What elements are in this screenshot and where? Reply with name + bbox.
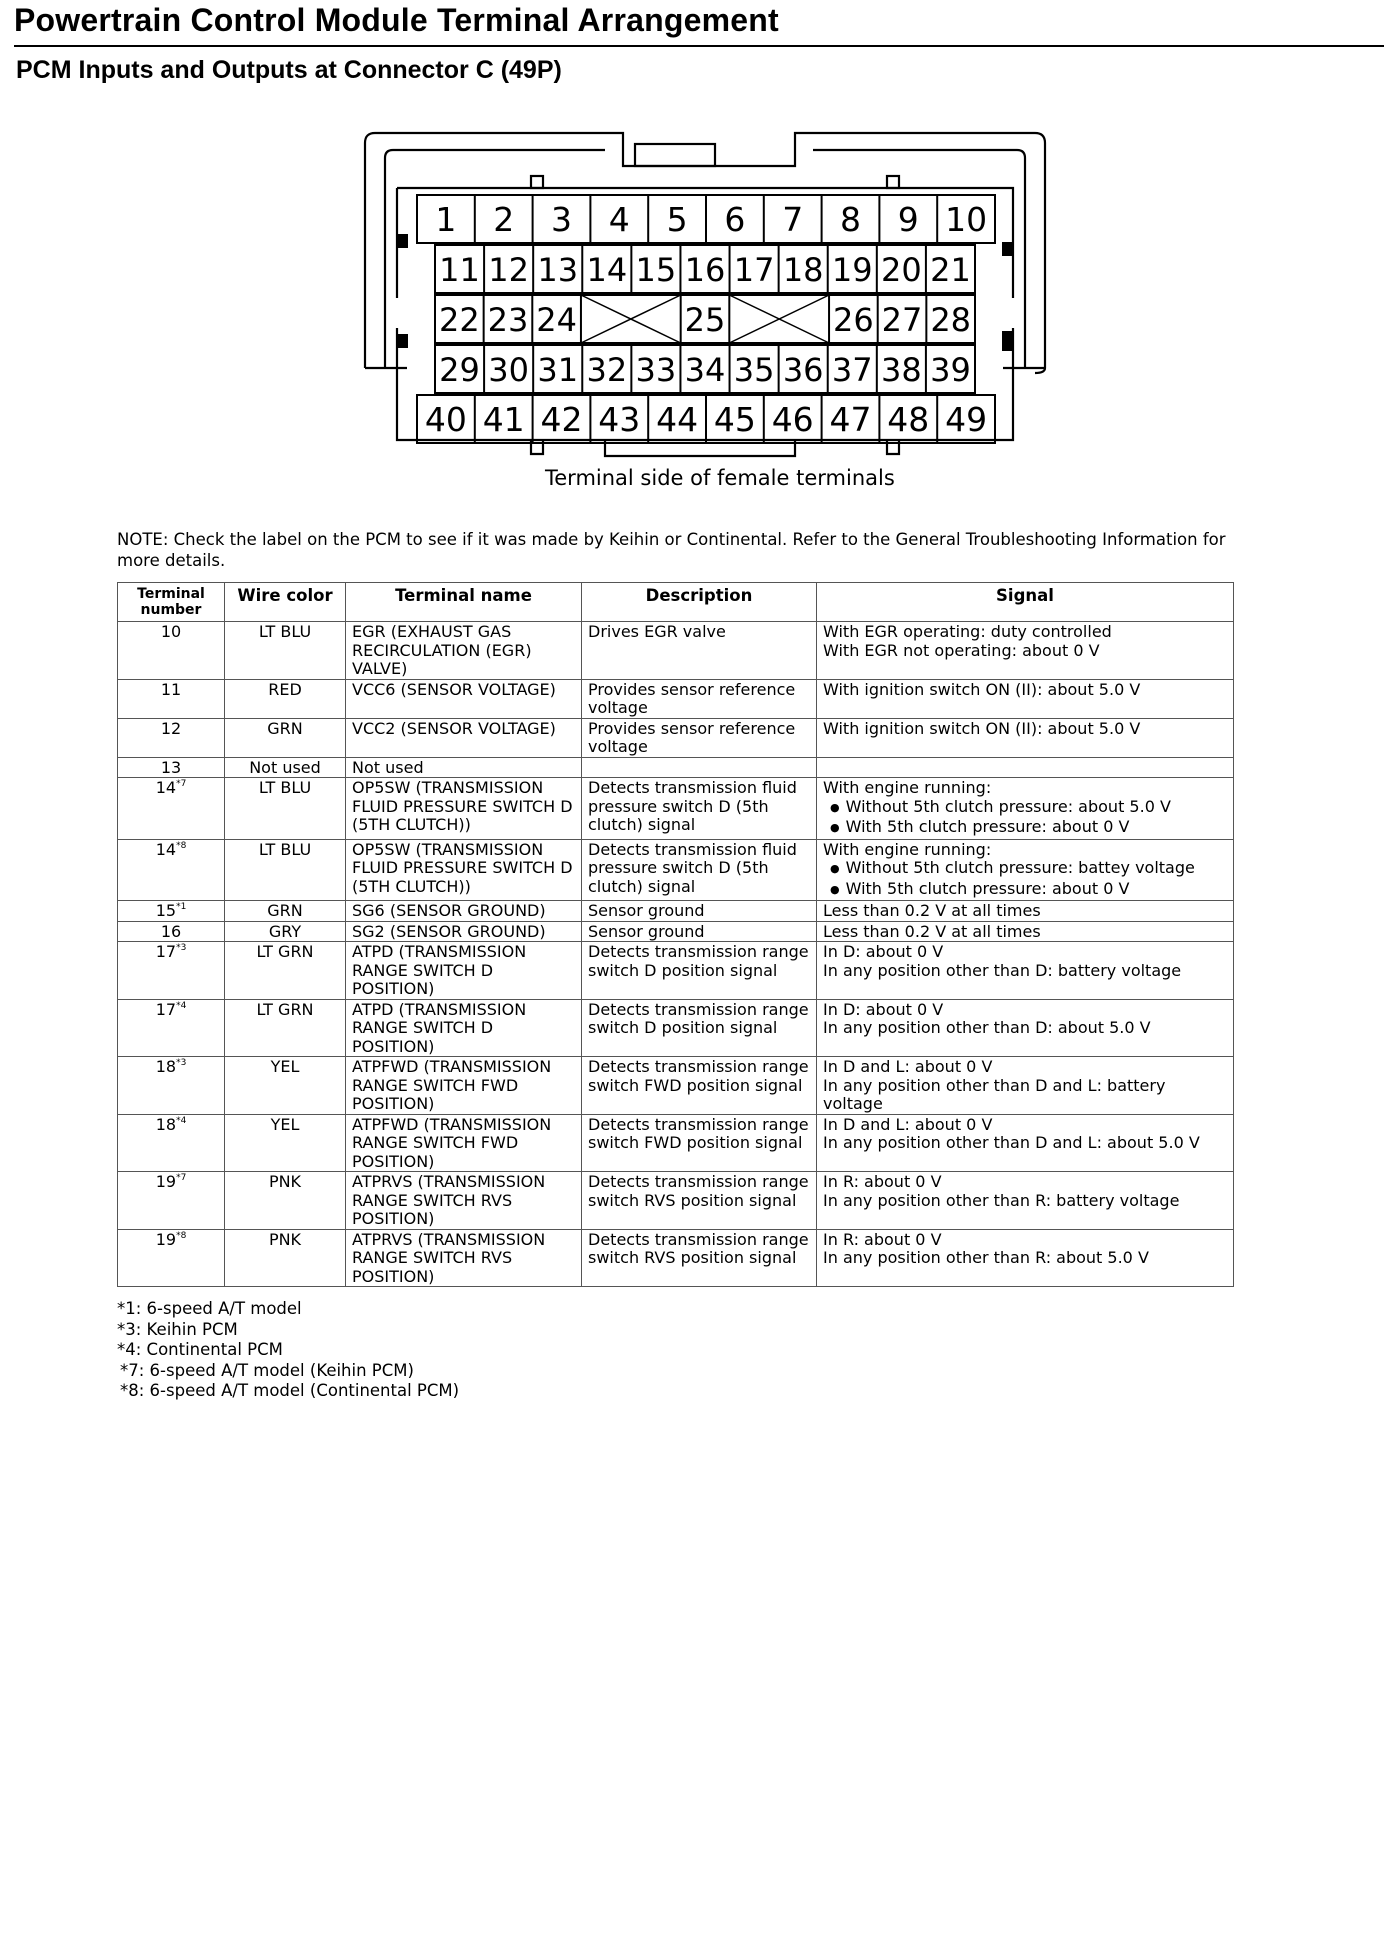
- terminal-number-cell: 14$^{*7}$: [118, 778, 225, 840]
- header-terminal-name: Terminal name: [346, 583, 582, 622]
- signal-cell: [817, 718, 1234, 757]
- footnote: *4: Continental PCM: [117, 1340, 283, 1359]
- signal-line: In any position other than D and L: about 5.0 V: [823, 1133, 1200, 1152]
- wire-color-cell: PNK: [225, 1229, 346, 1287]
- signal-line: In R: about 0 V: [823, 1172, 942, 1191]
- terminal-name-cell: SG6 (SENSOR GROUND): [346, 901, 582, 922]
- signal-cell: [817, 921, 1234, 942]
- pin-label: 21: [930, 251, 971, 289]
- pin-label: 43: [598, 400, 641, 439]
- signal-cell: [817, 942, 1234, 1000]
- footnote: *7: 6-speed A/T model (Keihin PCM): [120, 1360, 414, 1380]
- signal-cell: [817, 622, 1234, 680]
- pin-label: 4: [608, 200, 630, 239]
- pin-label: 17: [733, 251, 775, 289]
- description-cell: Sensor ground: [582, 921, 817, 942]
- terminal-table: [117, 582, 1234, 1287]
- terminal-name-cell: VCC2 (SENSOR VOLTAGE): [346, 718, 582, 757]
- pin-label: 31: [537, 351, 579, 389]
- footnote-ref: *4: [176, 1115, 187, 1126]
- description-cell: Drives EGR valve: [582, 622, 817, 680]
- signal-bullet: ● With 5th clutch pressure: about 0 V: [823, 818, 1227, 839]
- signal-line: Less than 0.2 V at all times: [823, 921, 1041, 941]
- pin-label: 37: [831, 351, 873, 389]
- signal-line: With ignition switch ON (II): about 5.0 V: [823, 718, 1141, 738]
- pin-label: 25: [684, 301, 726, 339]
- pin-label: 15: [635, 251, 677, 289]
- pin-label: 48: [887, 400, 930, 439]
- signal-bullet: ● Without 5th clutch pressure: battey voltage: [823, 859, 1227, 880]
- pin-label: 2: [493, 200, 515, 239]
- pin-label: 26: [833, 301, 874, 339]
- terminal-name-cell: EGR (EXHAUST GAS RECIRCULATION (EGR) VALVE): [346, 622, 582, 680]
- pin-label: 33: [635, 351, 677, 389]
- signal-line: In any position other than D: about 5.0 V: [823, 1018, 1151, 1037]
- wire-color-cell: LT BLU: [225, 778, 346, 840]
- pin-label: 13: [537, 251, 579, 289]
- table-row: [118, 999, 1234, 1057]
- pin-label: 39: [930, 351, 971, 389]
- table-row: [118, 757, 1234, 778]
- signal-line: With EGR not operating: about 0 V: [823, 640, 1100, 660]
- wire-color-cell: LT GRN: [225, 999, 346, 1057]
- table-row: [118, 622, 1234, 680]
- pin-label: 35: [733, 351, 775, 389]
- wire-color-cell: YEL: [225, 1057, 346, 1115]
- pin-label: 5: [666, 200, 688, 239]
- header-wire-color: Wire color: [225, 583, 346, 622]
- footnote-ref: *8: [176, 840, 187, 851]
- description-cell: Detects transmission range switch RVS position signal: [582, 1229, 817, 1287]
- table-row: [118, 679, 1234, 718]
- signal-line: In any position other than D: battery voltage: [823, 960, 1182, 980]
- pin-label: 16: [684, 251, 726, 289]
- pin-label: 46: [771, 400, 814, 439]
- description-cell: Detects transmission range switch D position signal: [582, 999, 817, 1057]
- description-cell: [582, 757, 817, 778]
- terminal-number-cell: 18$^{*3}$: [118, 1057, 225, 1115]
- pin-label: 10: [945, 200, 988, 239]
- signal-line: In D: about 0 V: [823, 999, 944, 1019]
- wire-color-cell: GRN: [225, 718, 346, 757]
- header-terminal-number: Terminal number: [118, 583, 225, 622]
- footnote-ref: *7: [176, 779, 187, 789]
- terminal-name-cell: ATPRVS (TRANSMISSION RANGE SWITCH RVS POSITION): [346, 1229, 582, 1287]
- signal-line: With EGR operating: duty controlled: [823, 622, 1112, 641]
- wire-color-cell: RED: [225, 679, 346, 718]
- footnote: *8: 6-speed A/T model (Continental PCM): [120, 1381, 460, 1400]
- signal-line: In D and L: about 0 V: [823, 1114, 993, 1134]
- terminal-number-cell: 14$^{*8}$: [118, 839, 225, 901]
- signal-cell: [817, 679, 1234, 718]
- signal-cell: [817, 757, 1234, 778]
- page-title: Powertrain Control Module Terminal Arrangement: [14, 2, 779, 38]
- pin-label: 7: [782, 200, 804, 239]
- terminal-number-cell: 19$^{*7}$: [118, 1172, 225, 1230]
- footnote: *1: 6-speed A/T model: [117, 1299, 302, 1318]
- pin-label: 45: [713, 400, 756, 439]
- terminal-name-cell: VCC6 (SENSOR VOLTAGE): [346, 679, 582, 718]
- terminal-name-cell: ATPRVS (TRANSMISSION RANGE SWITCH RVS POSITION): [346, 1172, 582, 1230]
- footnotes: [117, 1299, 459, 1402]
- terminal-name-cell: Not used: [346, 757, 582, 778]
- unused-cavity: [729, 295, 829, 343]
- signal-line: With engine running:: [823, 778, 992, 797]
- signal-cell: [817, 839, 1234, 901]
- terminal-number-cell: 16: [118, 921, 225, 942]
- description-cell: Provides sensor reference voltage: [582, 718, 817, 757]
- pin-label: 32: [586, 351, 628, 389]
- pin-label: 18: [782, 251, 824, 289]
- terminal-name-cell: OP5SW (TRANSMISSION FLUID PRESSURE SWITCH D (5TH CLUTCH)): [346, 778, 582, 840]
- note-text: NOTE: Check the label on the PCM to see if it was made by Keihin or Continental. Refer to the General Troubleshooting Information for more details.: [117, 530, 1226, 570]
- pin-label: 9: [897, 200, 919, 239]
- signal-cell: [817, 999, 1234, 1057]
- signal-cell: [817, 1057, 1234, 1115]
- table-row: [118, 1172, 1234, 1230]
- pin-label: 19: [831, 251, 873, 289]
- terminal-name-cell: ATPFWD (TRANSMISSION RANGE SWITCH FWD POSITION): [346, 1114, 582, 1172]
- description-cell: Detects transmission range switch RVS position signal: [582, 1172, 817, 1230]
- pin-label: 38: [881, 351, 922, 389]
- pin-label: 28: [930, 301, 972, 339]
- footnote-ref: *8: [176, 1230, 187, 1241]
- signal-cell: [817, 1114, 1234, 1172]
- signal-line: In any position other than D and L: battery voltage: [823, 1075, 1166, 1113]
- description-cell: Detects transmission range switch FWD position signal: [582, 1057, 817, 1115]
- signal-cell: [817, 1229, 1234, 1287]
- pin-label: 36: [782, 351, 824, 389]
- terminal-number-cell: 17$^{*4}$: [118, 999, 225, 1057]
- footnote-ref: *3: [176, 943, 187, 953]
- signal-cell: [817, 901, 1234, 922]
- table-row: [118, 778, 1234, 840]
- pin-label: 44: [656, 400, 699, 439]
- signal-line: In D: about 0 V: [823, 942, 944, 961]
- unused-cavity: [581, 295, 681, 343]
- connector-diagram: [355, 128, 1055, 458]
- description-cell: Detects transmission fluid pressure switch D (5th clutch) signal: [582, 778, 817, 840]
- terminal-number-cell: 12: [118, 718, 225, 757]
- pin-label: 40: [424, 400, 467, 439]
- pin-label: 6: [724, 200, 746, 239]
- table-row: [118, 1057, 1234, 1115]
- terminal-number-cell: 19$^{*8}$: [118, 1229, 225, 1287]
- wire-color-cell: Not used: [225, 757, 346, 778]
- signal-cell: [817, 778, 1234, 840]
- pin-label: 24: [536, 301, 577, 339]
- terminal-name-cell: ATPFWD (TRANSMISSION RANGE SWITCH FWD POSITION): [346, 1057, 582, 1115]
- terminal-name-cell: SG2 (SENSOR GROUND): [346, 921, 582, 942]
- table-row: [118, 901, 1234, 922]
- section-subtitle: PCM Inputs and Outputs at Connector C (49P): [16, 56, 562, 84]
- signal-line: In any position other than R: battery voltage: [823, 1190, 1180, 1210]
- signal-line: Less than 0.2 V at all times: [823, 901, 1041, 920]
- description-cell: Detects transmission fluid pressure switch D (5th clutch) signal: [582, 839, 817, 901]
- footnote: *3: Keihin PCM: [117, 1319, 238, 1339]
- description-cell: Detects transmission range switch D position signal: [582, 942, 817, 1000]
- table-header-row: [118, 583, 1234, 622]
- footnote-ref: *4: [176, 1000, 187, 1011]
- pin-label: 11: [439, 251, 480, 289]
- description-cell: Detects transmission range switch FWD position signal: [582, 1114, 817, 1172]
- pin-label: 3: [551, 200, 572, 239]
- table-row: [118, 942, 1234, 1000]
- terminal-name-cell: ATPD (TRANSMISSION RANGE SWITCH D POSITION): [346, 999, 582, 1057]
- terminal-number-cell: 13: [118, 757, 225, 778]
- pin-label: 29: [439, 351, 480, 389]
- connector-caption: Terminal side of female terminals: [545, 466, 895, 490]
- pin-label: 14: [586, 251, 628, 289]
- table-row: [118, 718, 1234, 757]
- wire-color-cell: LT GRN: [225, 942, 346, 1000]
- wire-color-cell: LT BLU: [225, 839, 346, 901]
- signal-line: With engine running:: [823, 839, 992, 859]
- terminal-number-cell: 10: [118, 622, 225, 680]
- description-cell: Sensor ground: [582, 901, 817, 922]
- terminal-number-cell: 11: [118, 679, 225, 718]
- pin-label: 23: [487, 301, 529, 339]
- pin-label: 8: [840, 200, 861, 239]
- pin-label: 49: [945, 400, 988, 439]
- footnote-ref: *7: [176, 1173, 187, 1183]
- pin-label: 1: [435, 200, 457, 239]
- wire-color-cell: YEL: [225, 1114, 346, 1172]
- signal-cell: [817, 1172, 1234, 1230]
- wire-color-cell: GRY: [225, 921, 346, 942]
- terminal-name-cell: ATPD (TRANSMISSION RANGE SWITCH D POSITION): [346, 942, 582, 1000]
- footnote-ref: *3: [176, 1058, 187, 1068]
- terminal-number-cell: 18$^{*4}$: [118, 1114, 225, 1172]
- wire-color-cell: LT BLU: [225, 622, 346, 680]
- footnote-ref: *1: [176, 902, 187, 912]
- terminal-number-cell: 15$^{*1}$: [118, 901, 225, 922]
- terminal-name-cell: OP5SW (TRANSMISSION FLUID PRESSURE SWITCH D (5TH CLUTCH)): [346, 839, 582, 901]
- signal-line: With ignition switch ON (II): about 5.0 V: [823, 679, 1141, 699]
- pin-label: 12: [488, 251, 529, 289]
- signal-line: In R: about 0 V: [823, 1229, 942, 1249]
- table-row: [118, 1114, 1234, 1172]
- header-description: Description: [582, 583, 817, 622]
- signal-bullet: ● Without 5th clutch pressure: about 5.0 V: [823, 798, 1227, 819]
- signal-line: In D and L: about 0 V: [823, 1057, 993, 1076]
- signal-bullet: ● With 5th clutch pressure: about 0 V: [823, 880, 1227, 901]
- description-cell: Provides sensor reference voltage: [582, 679, 817, 718]
- pin-label: 30: [488, 351, 529, 389]
- wire-color-cell: PNK: [225, 1172, 346, 1230]
- table-row: [118, 921, 1234, 942]
- title-divider: [14, 45, 1384, 47]
- pin-label: 47: [829, 400, 872, 439]
- header-signal: Signal: [817, 583, 1234, 622]
- pin-label: 20: [881, 251, 922, 289]
- table-row: [118, 839, 1234, 901]
- signal-line: In any position other than R: about 5.0 V: [823, 1248, 1149, 1267]
- table-row: [118, 1229, 1234, 1287]
- pin-label: 27: [881, 301, 923, 339]
- pin-label: 42: [540, 400, 583, 439]
- wire-color-cell: GRN: [225, 901, 346, 922]
- pin-label: 22: [438, 301, 480, 339]
- pin-label: 41: [482, 400, 525, 439]
- pin-label: 34: [684, 351, 726, 389]
- terminal-number-cell: 17$^{*3}$: [118, 942, 225, 1000]
